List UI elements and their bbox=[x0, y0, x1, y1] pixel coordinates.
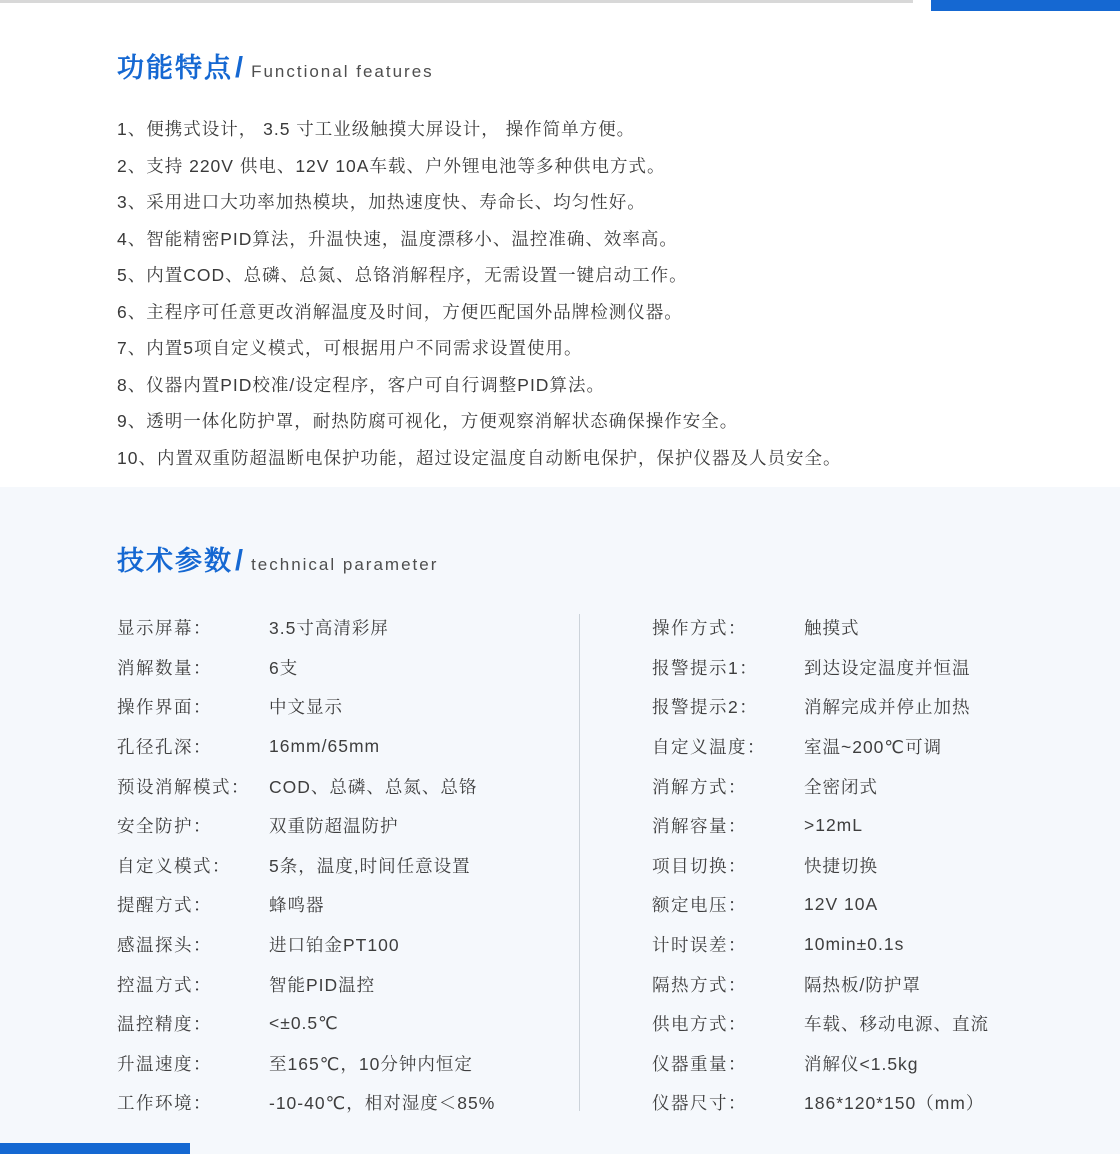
spec-value: 6支 bbox=[269, 657, 299, 678]
spec-value: 蜂鸣器 bbox=[269, 895, 325, 916]
specs-title-zh: 技术参数 bbox=[117, 546, 233, 576]
spec-label: 操作界面： bbox=[117, 697, 212, 718]
spec-label: 控温方式： bbox=[117, 974, 212, 995]
spec-row-work-environment bbox=[117, 1083, 579, 1123]
spec-row-timing-error bbox=[652, 925, 989, 965]
feature-item-5: 5、内置COD、总磷、总氮、总铬消解程序，无需设置一键启动工作。 bbox=[117, 265, 688, 285]
spec-row-instrument-size bbox=[652, 1083, 989, 1123]
spec-label: 项目切换： bbox=[652, 855, 747, 876]
spec-label: 安全防护： bbox=[117, 816, 212, 837]
spec-value: 全密闭式 bbox=[804, 776, 878, 797]
spec-label: 报警提示1： bbox=[652, 657, 759, 678]
spec-value: 至165℃，10分钟内恒定 bbox=[269, 1053, 473, 1074]
spec-value: 中文显示 bbox=[269, 697, 343, 718]
spec-label: 额定电压： bbox=[652, 895, 747, 916]
spec-value: 消解完成并停止加热 bbox=[804, 697, 971, 718]
spec-row-insulation bbox=[652, 964, 989, 1004]
spec-value: COD、总磷、总氮、总铬 bbox=[269, 776, 478, 797]
specs-title-en: technical parameter bbox=[251, 555, 439, 574]
spec-row-power-supply bbox=[652, 1004, 989, 1044]
bottom-accent-bar bbox=[0, 1143, 190, 1154]
spec-value: 186*120*150（mm） bbox=[804, 1093, 985, 1114]
spec-value: 进口铂金PT100 bbox=[269, 935, 400, 956]
spec-value: 智能PID温控 bbox=[269, 974, 376, 995]
spec-table bbox=[117, 608, 1120, 1123]
spec-label: 自定义模式： bbox=[117, 855, 231, 876]
feature-item-2: 2、支持 220V 供电、12V 10A车载、户外锂电池等多种供电方式。 bbox=[117, 155, 666, 176]
feature-item-4: 4、智能精密PID算法，升温快速，温度漂移小、温控准确、效率高。 bbox=[117, 228, 678, 249]
spec-label: 计时误差： bbox=[652, 935, 747, 956]
spec-label: 仪器重量： bbox=[652, 1053, 747, 1074]
spec-label: 隔热方式： bbox=[652, 974, 747, 995]
spec-label: 孔径孔深： bbox=[117, 737, 212, 758]
spec-row-ui-language bbox=[117, 687, 579, 727]
spec-label: 升温速度： bbox=[117, 1053, 212, 1074]
features-title-slash-divider: / bbox=[235, 52, 244, 84]
spec-row-rated-voltage bbox=[652, 885, 989, 925]
spec-value: 12V 10A bbox=[804, 894, 879, 915]
spec-value: 到达设定温度并恒温 bbox=[804, 657, 971, 678]
spec-row-digestion-count bbox=[117, 648, 579, 688]
spec-value: 3.5寸高清彩屏 bbox=[269, 618, 389, 639]
spec-row-temp-control bbox=[117, 964, 579, 1004]
spec-label: 工作环境： bbox=[117, 1093, 212, 1114]
spec-value: 10min±0.1s bbox=[804, 934, 905, 955]
feature-item-1: 1、便携式设计， 3.5 寸工业级触摸大屏设计， 操作简单方便。 bbox=[117, 119, 636, 139]
spec-value: 隔热板/防护罩 bbox=[804, 974, 921, 995]
spec-row-temp-accuracy bbox=[117, 1004, 579, 1044]
top-accent-bar bbox=[931, 0, 1120, 11]
spec-column-right bbox=[580, 608, 989, 1123]
specs-heading bbox=[117, 539, 1120, 578]
spec-value: 双重防超温防护 bbox=[269, 816, 399, 837]
spec-label: 提醒方式： bbox=[117, 895, 212, 916]
spec-column-left bbox=[117, 608, 579, 1123]
spec-value: 室温~200℃可调 bbox=[804, 737, 943, 758]
spec-row-project-switch bbox=[652, 846, 989, 886]
spec-row-custom-modes bbox=[117, 846, 579, 886]
spec-row-alert-method bbox=[117, 885, 579, 925]
spec-row-digestion-capacity bbox=[652, 806, 989, 846]
features-title-en: Functional features bbox=[251, 62, 434, 81]
spec-row-custom-temp bbox=[652, 727, 989, 767]
spec-value: <±0.5℃ bbox=[269, 1013, 339, 1034]
spec-value: 16mm/65mm bbox=[269, 736, 381, 757]
spec-label: 操作方式： bbox=[652, 618, 747, 639]
spec-label: 温控精度： bbox=[117, 1014, 212, 1035]
spec-value: 5条，温度,时间任意设置 bbox=[269, 855, 471, 876]
spec-value: 触摸式 bbox=[804, 618, 860, 639]
spec-value: 消解仪<1.5kg bbox=[804, 1053, 919, 1074]
spec-row-digestion-method bbox=[652, 766, 989, 806]
spec-row-temp-probe bbox=[117, 925, 579, 965]
feature-item-9: 9、透明一体化防护罩，耐热防腐可视化，方便观察消解状态确保操作安全。 bbox=[117, 411, 739, 431]
spec-label: 预设消解模式： bbox=[117, 776, 250, 797]
features-title-zh: 功能特点 bbox=[117, 53, 233, 83]
spec-value: -10-40℃，相对湿度＜85% bbox=[269, 1093, 496, 1114]
top-divider-line bbox=[0, 0, 913, 3]
features-heading bbox=[117, 46, 1120, 85]
spec-row-alarm-2 bbox=[652, 687, 989, 727]
spec-row-safety bbox=[117, 806, 579, 846]
feature-item-10: 10、内置双重防超温断电保护功能，超过设定温度自动断电保护，保护仪器及人员安全。 bbox=[117, 447, 842, 468]
spec-value: 快捷切换 bbox=[804, 855, 878, 876]
spec-row-instrument-weight bbox=[652, 1044, 989, 1084]
spec-label: 报警提示2： bbox=[652, 697, 759, 718]
features-section bbox=[0, 0, 1120, 476]
spec-label: 消解数量： bbox=[117, 657, 212, 678]
spec-row-display-screen bbox=[117, 608, 579, 648]
specs-section bbox=[0, 487, 1120, 1154]
feature-item-6: 6、主程序可任意更改消解温度及时间，方便匹配国外品牌检测仪器。 bbox=[117, 301, 683, 322]
feature-item-7: 7、内置5项自定义模式，可根据用户不同需求设置使用。 bbox=[117, 338, 583, 358]
spec-label: 感温探头： bbox=[117, 935, 212, 956]
spec-label: 自定义温度： bbox=[652, 737, 766, 758]
spec-label: 仪器尺寸： bbox=[652, 1093, 747, 1114]
spec-value: 车载、移动电源、直流 bbox=[804, 1014, 989, 1035]
spec-row-heating-speed bbox=[117, 1044, 579, 1084]
spec-row-hole-size bbox=[117, 727, 579, 767]
spec-label: 消解方式： bbox=[652, 776, 747, 797]
feature-item-8: 8、仪器内置PID校准/设定程序，客户可自行调整PID算法。 bbox=[117, 374, 605, 395]
feature-item-3: 3、采用进口大功率加热模块，加热速度快、寿命长、均匀性好。 bbox=[117, 192, 646, 212]
spec-label: 消解容量： bbox=[652, 816, 747, 837]
spec-label: 供电方式： bbox=[652, 1014, 747, 1035]
spec-row-operation-method bbox=[652, 608, 989, 648]
specs-title-slash-divider: / bbox=[235, 545, 244, 577]
spec-row-preset-modes bbox=[117, 766, 579, 806]
spec-value: >12mL bbox=[804, 815, 863, 836]
feature-list bbox=[117, 111, 1120, 476]
spec-row-alarm-1 bbox=[652, 648, 989, 688]
spec-label: 显示屏幕： bbox=[117, 618, 212, 639]
